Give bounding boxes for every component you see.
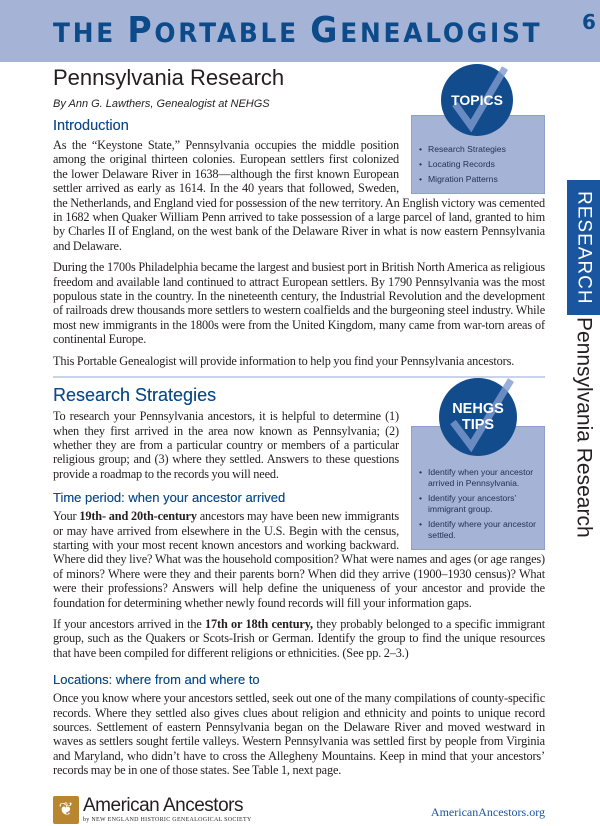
byline: By Ann G. Lawthers, Genealogist at NEHGS	[53, 98, 270, 110]
tips-badge	[439, 378, 517, 456]
tips-label-2: TIPS	[461, 417, 495, 434]
masthead	[0, 0, 600, 62]
intro-paragraph: As the “Keystone State,” Pennsylvania occupies the middle position among the original thirteen colonies. European settlers first colonized the lower Delaware River in 1638—although the first known European settler arrived as early as 1614. In the 40 years that followed, Sweden, the Netherlands, and England vied for possession of the new territory. An English victory was cemented in 1682 when Quaker William Penn arrived to take possession of a large parcel of land, granted to him by Charles II of England, on the west bank of the Delaware River in what is now eastern Pennsylvania and Delaware.	[53, 138, 545, 253]
logo-name: American Ancestors	[83, 794, 243, 816]
time-heading: Time period: when your ancestor arrived	[53, 490, 286, 506]
series-the: THE	[53, 18, 128, 49]
time-paragraph: Your 19th- and 20th-century ancestors may have been new immigrants or may have arrived from elsewhere in the U.S. Begin with the census, starting with your most recent known ancestors and working backward. Where did they live? What was the household composition? What were names and ages (or age ranges) of minors? Where were they and their parents born? When did they arrive (1900–1930 census)? What were their professions? Answers will help define the uniqueness of your ancestor and provide the foundation for determining whether newly found records will fill your information gaps.	[53, 509, 545, 610]
tips-label-1: NEHGS	[452, 401, 504, 418]
side-tab-label: RESEARCH	[573, 190, 595, 305]
series-ortable: ORTABLE	[154, 18, 311, 49]
locations-paragraph: Once you know where your ancestors settled, seek out one of the many compilations of county-specific records. Where they settled also gives clues about religion and ethnicity and points to unique record sources. Settlement of eastern Pennsylvania began on the Delaware River and moved westward in waves as settlers sought fertile valleys. Western Pennsylvania was settled first by people from Virginia and Maryland, who didn’t have to cross the Allegheny Mountains. Keep in mind that your ancestors’ records may be in one of those states. See Table 1, next page.	[53, 691, 545, 778]
series-g: G	[310, 10, 341, 51]
strategies-paragraph: To research your Pennsylvania ancestors, it is helpful to determine (1) when they first arrived in the area now known as Pennsylvania; (2) whether they are from a particular country or members of a particular religious group; and (3) where they settled. Answers to these questions provide a roadmap to the records you will need.	[53, 409, 399, 481]
locations-heading: Locations: where from and where to	[53, 672, 260, 688]
time-paragraph: If your ancestors arrived in the 17th or 18th century, they probably belonged to a specific immigrant group, such as the Quakers or Scots-Irish or German. Identify the group to find the unique resources that have been compiled for different religions or ethnicities. (See pp. 2–3.)	[53, 616, 545, 660]
side-title	[567, 316, 600, 538]
series-p: P	[127, 10, 155, 51]
side-title-label: Pennsylvania Research	[572, 316, 596, 538]
website-link[interactable]: AmericanAncestors.org	[430, 804, 545, 819]
logo-subtitle: by NEW ENGLAND HISTORIC GENEALOGICAL SOCIETY	[83, 816, 252, 823]
topic-item: • Migration Patterns	[416, 174, 540, 185]
tip-item: • Identify when your ancestor arrived in Pennsylvania.	[416, 467, 540, 489]
article-title: Pennsylvania Research	[53, 65, 285, 90]
tip-item: • Identify your ancestors’ immigrant group.	[416, 493, 540, 515]
article	[53, 64, 545, 826]
intro-paragraph: During the 1700s Philadelphia became the largest and busiest port in British North America as religious freedom and available land continued to attract European settlers. By 1790 Pennsylvania was the most populous state in the country. In the nineteenth century, the Industrial Revolution and the development of railroads drew thousands more settlers to western coalfields and the burgeoning steel industry. While most new immigrants in the 1800s were from the United Kingdom, many came from war-torn areas of continental Europe.	[53, 260, 545, 347]
topic-item: • Research Strategies	[416, 144, 540, 155]
side-tab-research	[567, 180, 600, 315]
strategies-heading: Research Strategies	[53, 385, 217, 406]
tip-item: • Identify where your ancestor settled.	[416, 519, 540, 541]
american-ancestors-logo[interactable]	[53, 796, 252, 824]
intro-heading: Introduction	[53, 118, 129, 134]
page-number: 6	[582, 10, 596, 34]
tips-sidebar	[411, 378, 545, 550]
topics-label: TOPICS	[451, 92, 503, 108]
topic-item: • Locating Records	[416, 159, 540, 170]
series-enealogist: ENEALOGIST	[340, 18, 543, 49]
oak-leaf-icon: ❦	[53, 796, 79, 824]
series-title	[53, 10, 542, 51]
intro-paragraph: This Portable Genealogist will provide information to help you find your Pennsylvania ancestors.	[53, 353, 515, 368]
footer	[53, 796, 545, 826]
topics-sidebar	[411, 64, 545, 194]
topics-badge	[441, 64, 513, 136]
